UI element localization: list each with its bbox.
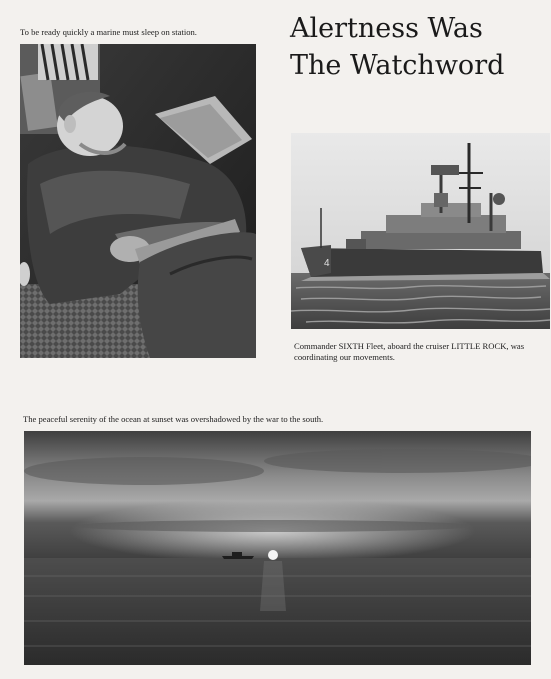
caption-sunset: The peaceful serenity of the ocean at sunset was overshadowed by the war to the south. — [23, 414, 324, 424]
caption-sleeping-marine: To be ready quickly a marine must sleep on station. — [20, 27, 197, 37]
hull-number: 4 — [324, 258, 330, 269]
title-line-2: The Watchword — [290, 50, 505, 81]
cruiser-photo — [291, 133, 550, 329]
page-title — [290, 10, 540, 84]
sleeping-marine-photo — [20, 44, 256, 358]
caption-cruiser: Commander SIXTH Fleet, aboard the cruiser LITTLE ROCK, was coordinating our movements. — [294, 341, 525, 362]
cruiser-image — [291, 133, 550, 329]
sunset-photo — [24, 431, 531, 665]
sunset-image — [24, 431, 531, 665]
sleeping-marine-image — [20, 44, 256, 358]
title-line-1: Alertness Was — [290, 13, 483, 44]
